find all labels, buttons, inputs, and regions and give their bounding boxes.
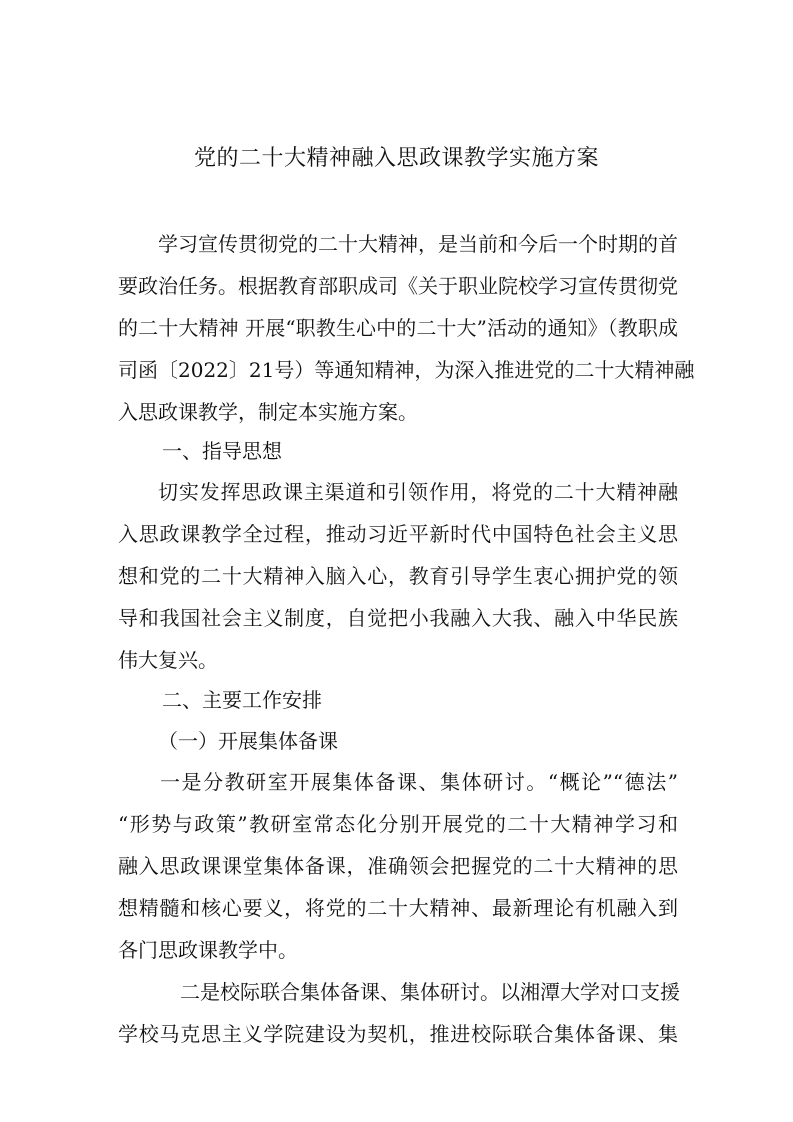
section2-para1-line-5: 各门思政课教学中。 (118, 938, 298, 962)
section-heading-main-work: 二、主要工作安排 (162, 688, 322, 712)
intro-line-4: 司函〔2022〕21号）等通知精神，为深入推进党的二十大精神融 (118, 358, 695, 382)
section2-para1-line-1: 一是分教研室开展集体备课、集体研讨。“概论”“德法” (160, 770, 678, 794)
section1-line-3: 想和党的二十大精神入脑入心，教育引导学生衷心拥护党的领 (118, 564, 678, 588)
intro-line-3: 的二十大精神 开展“职教生心中的二十大”活动的通知》（教职成 (118, 316, 678, 340)
section1-line-2: 入思政课教学全过程，推动习近平新时代中国特色社会主义思 (118, 522, 678, 546)
intro-line-1: 学习宣传贯彻党的二十大精神，是当前和今后一个时期的首 (158, 232, 678, 256)
section2-para1-line-3: 融入思政课课堂集体备课，准确领会把握党的二十大精神的思 (118, 854, 678, 878)
section2-para2-line-2: 学校马克思主义学院建设为契机，推进校际联合集体备课、集 (118, 1022, 678, 1046)
section2-para2-line-1: 二是校际联合集体备课、集体研讨。以湘潭大学对口支援 (180, 980, 680, 1004)
section2-para1-line-4: 想精髓和核心要义，将党的二十大精神、最新理论有机融入到 (118, 896, 678, 920)
section2-para1-line-2: “形势与政策”教研室常态化分别开展党的二十大精神学习和 (118, 812, 678, 836)
section1-line-5: 伟大复兴。 (118, 648, 218, 672)
intro-line-2: 要政治任务。根据教育部职成司《关于职业院校学习宣传贯彻党 (118, 274, 678, 298)
intro-line-5: 入思政课教学，制定本实施方案。 (118, 400, 418, 424)
section1-line-4: 导和我国社会主义制度，自觉把小我融入大我、融入中华民族 (118, 606, 678, 630)
section-heading-guiding-ideology: 一、指导思想 (162, 439, 282, 463)
document-title: 党的二十大精神融入思政课教学实施方案 (193, 146, 599, 171)
section1-line-1: 切实发挥思政课主渠道和引领作用，将党的二十大精神融 (158, 480, 678, 504)
subsection-heading-collective-lesson-prep: （一）开展集体备课 (158, 729, 338, 753)
